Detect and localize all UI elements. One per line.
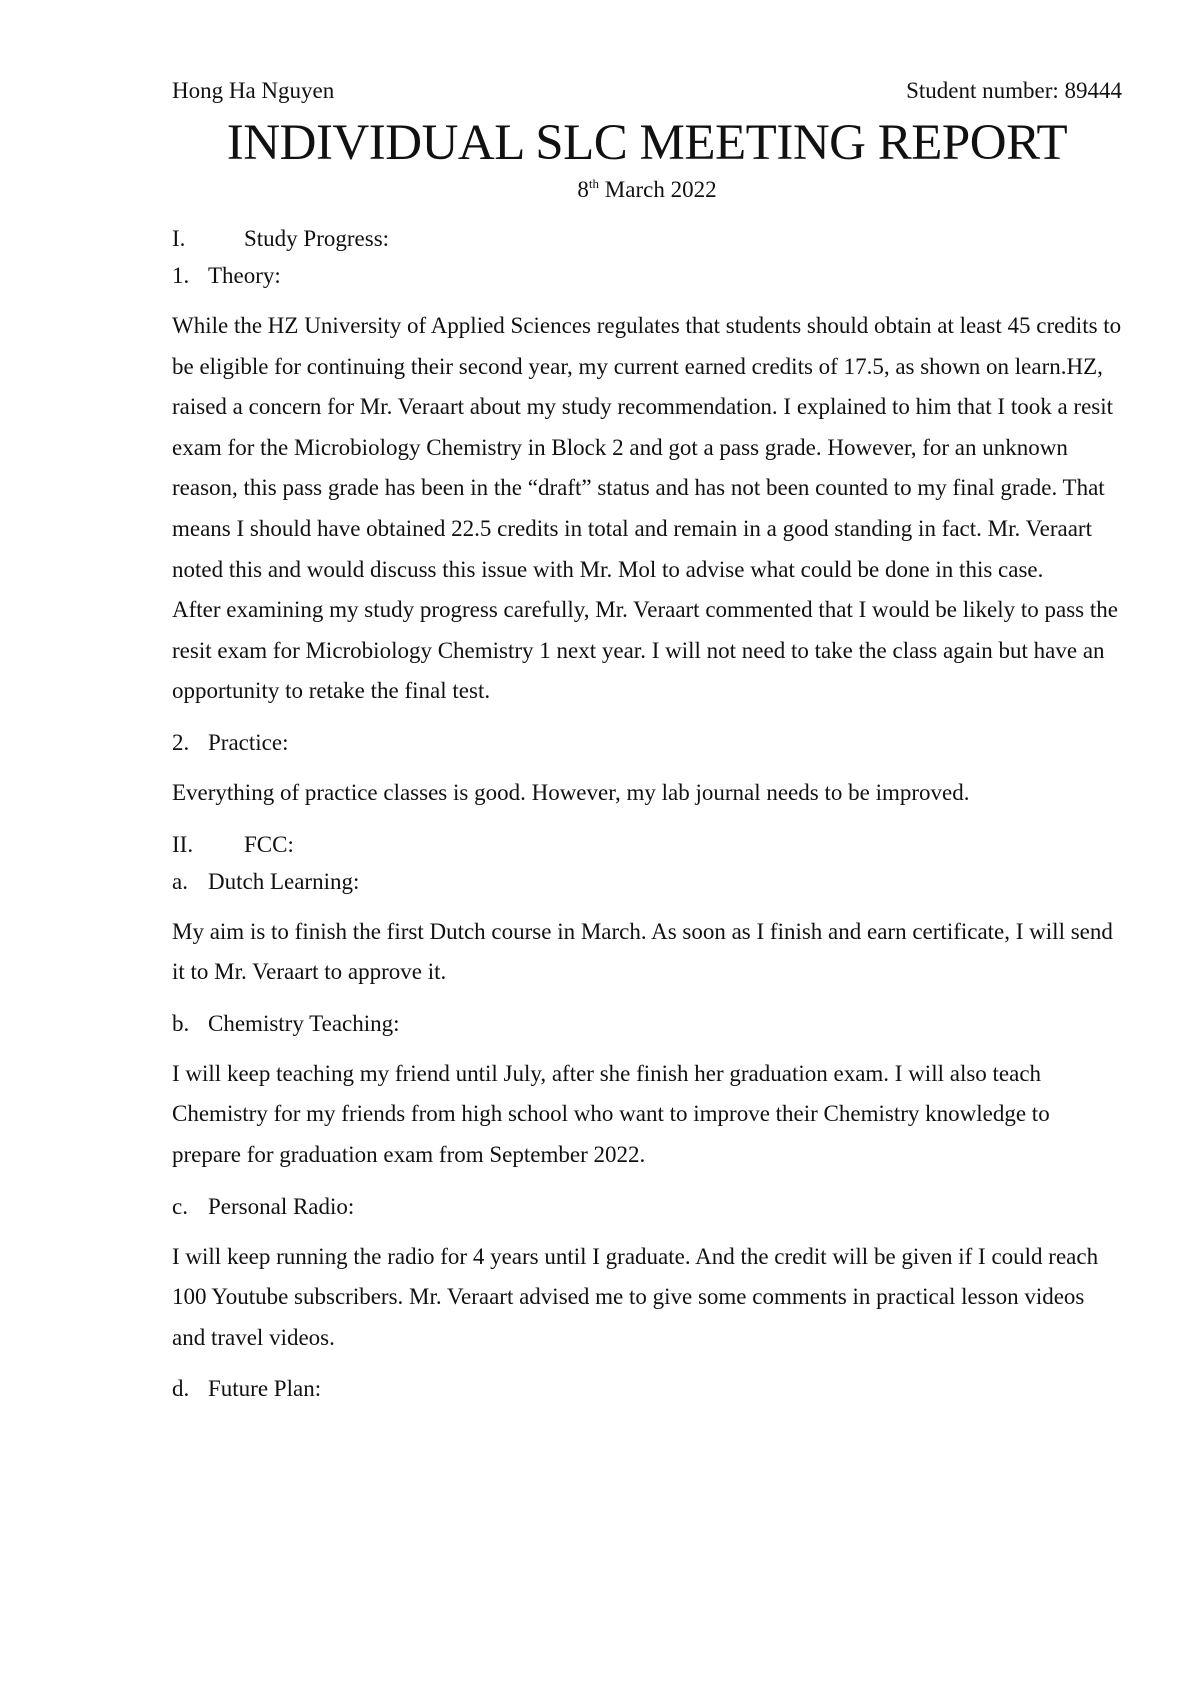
document-title: INDIVIDUAL SLC MEETING REPORT	[226, 115, 1068, 171]
section-label: FCC:	[244, 831, 294, 857]
subsection-dutch-heading	[172, 863, 1122, 900]
dutch-body	[172, 912, 1122, 993]
radio-paragraph: I will keep running the radio for 4 years until I graduate. And the credit will be given if I could reach 100 Youtube subscribers. Mr. Veraart advised me to give some comments in practical lesson videos and travel videos.	[172, 1243, 1099, 1350]
subsection-marker: 2.	[172, 729, 190, 755]
section-fcc-heading	[172, 826, 1122, 863]
section-marker: I.	[172, 226, 186, 251]
section-study-progress-heading	[172, 220, 1122, 257]
subsection-label: Dutch Learning:	[208, 868, 360, 894]
practice-paragraph: Everything of practice classes is good. However, my lab journal needs to be improved.	[172, 779, 970, 805]
subsection-label: Future Plan:	[208, 1376, 322, 1402]
document-page	[172, 68, 1122, 1407]
subsection-marker: a.	[172, 868, 188, 894]
subsection-future-heading	[172, 1370, 1122, 1407]
subsection-marker: c.	[172, 1193, 188, 1219]
document-header	[172, 68, 1122, 114]
subsection-marker: d.	[172, 1376, 190, 1402]
subsection-theory-heading	[172, 257, 1122, 294]
chemistry-body	[172, 1054, 1122, 1176]
date-month-year: March 2022	[599, 177, 717, 202]
section-marker: II.	[172, 831, 194, 857]
subsection-marker: 1.	[172, 263, 190, 288]
author-name: Hong Ha Nguyen	[172, 78, 335, 103]
section-label: Study Progress:	[244, 226, 390, 251]
document-date	[172, 172, 1122, 208]
subsection-label: Personal Radio:	[208, 1193, 355, 1219]
subsection-label: Chemistry Teaching:	[208, 1010, 400, 1036]
date-day: 8	[577, 177, 589, 202]
theory-paragraph-2: After examining my study progress carefully, Mr. Veraart commented that I would be likely to pass the resit exam for Microbiology Chemistry 1 next year. I will not need to take the class again but have an opportunity to retake the final test.	[172, 597, 1118, 704]
theory-paragraph-1: While the HZ University of Applied Sciences regulates that students should obtain at least 45 credits to be eligible for continuing their second year, my current earned credits of 17.5, as shown on learn.HZ, raised a concern for Mr. Veraart about my study recommendation. I explained to him that I took a resit exam for the Microbiology Chemistry in Block 2 and got a pass grade. However, for an unknown reason, this pass grade has been in the “draft” status and has not been counted to my final grade. That means I should have obtained 22.5 credits in total and remain in a good standing in fact. Mr. Veraart noted this and would discuss this issue with Mr. Mol to advise what could be done in this case.	[172, 313, 1122, 582]
subsection-chemistry-heading	[172, 1005, 1122, 1042]
dutch-paragraph: My aim is to finish the first Dutch course in March. As soon as I finish and earn certificate, I will send it to Mr. Veraart to approve it.	[172, 918, 1113, 985]
subsection-label: Practice:	[208, 729, 289, 755]
radio-body	[172, 1237, 1122, 1359]
chemistry-paragraph: I will keep teaching my friend until July, after she finish her graduation exam. I will also teach Chemistry for my friends from high school who want to improve their Chemistry knowledge to prepare for graduation exam from September 2022.	[172, 1060, 1050, 1167]
practice-body	[172, 773, 1122, 814]
student-number: Student number: 89444	[906, 78, 1122, 103]
date-suffix: th	[588, 176, 600, 191]
subsection-marker: b.	[172, 1010, 190, 1036]
theory-body	[172, 306, 1122, 712]
subsection-practice-heading	[172, 724, 1122, 761]
subsection-radio-heading	[172, 1188, 1122, 1225]
subsection-label: Theory:	[208, 263, 281, 288]
